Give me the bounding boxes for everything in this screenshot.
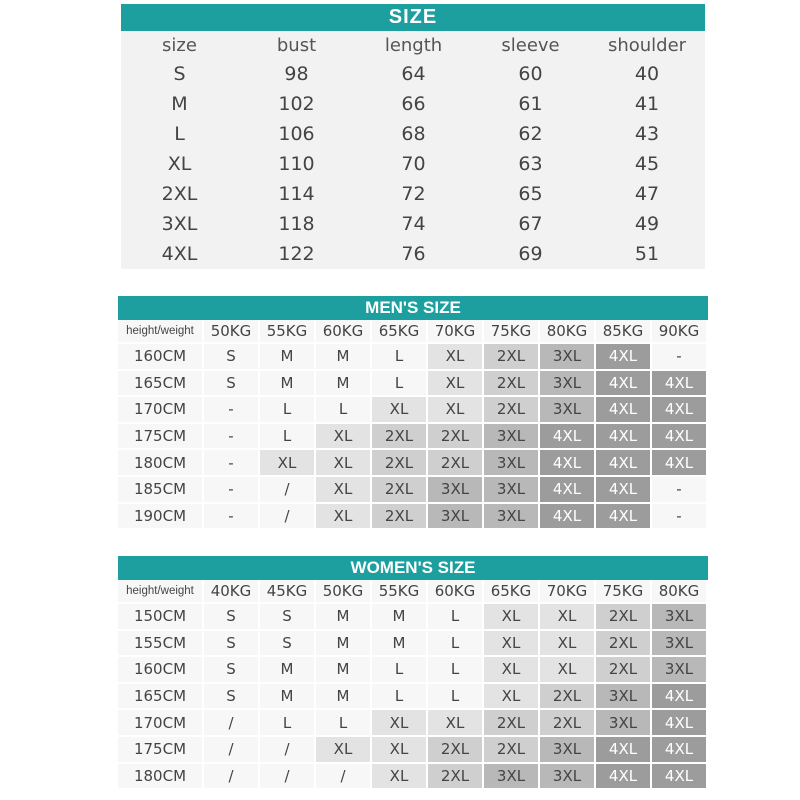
size-recommendation-cell: 2XL [428, 764, 484, 791]
size-recommendation-cell: 2XL [596, 631, 652, 658]
size-recommendation-cell: 4XL [540, 424, 596, 451]
height-label-cell: 175CM [118, 737, 204, 764]
weight-header-cell: 75KG [596, 580, 652, 604]
size-recommendation-cell: 3XL [540, 397, 596, 424]
weight-header-cell: 65KG [372, 320, 428, 344]
size-recommendation-cell: M [316, 684, 372, 711]
size-value-cell: 41 [589, 89, 705, 119]
size-value-cell: 60 [472, 59, 589, 89]
size-recommendation-cell: S [204, 604, 260, 631]
weight-header-cell: 50KG [204, 320, 260, 344]
weight-header-cell: 80KG [540, 320, 596, 344]
size-value-cell: 69 [472, 239, 589, 269]
height-label-cell: 160CM [118, 344, 204, 371]
size-value-cell: 2XL [121, 179, 238, 209]
size-recommendation-cell: S [260, 631, 316, 658]
size-recommendation-cell: - [652, 504, 708, 531]
size-chart [121, 4, 705, 269]
size-recommendation-cell: XL [316, 504, 372, 531]
weight-header-cell: 65KG [484, 580, 540, 604]
size-recommendation-cell: M [316, 604, 372, 631]
size-recommendation-cell: 3XL [652, 657, 708, 684]
size-recommendation-cell: M [372, 604, 428, 631]
weight-header-cell: 90KG [652, 320, 708, 344]
size-recommendation-cell: 2XL [596, 657, 652, 684]
size-recommendation-cell: 3XL [484, 424, 540, 451]
weight-header-cell: 70KG [540, 580, 596, 604]
size-value-cell: 49 [589, 209, 705, 239]
size-recommendation-cell: 4XL [652, 450, 708, 477]
size-recommendation-cell: M [316, 344, 372, 371]
size-recommendation-cell: XL [540, 631, 596, 658]
size-recommendation-cell: XL [316, 450, 372, 477]
size-recommendation-cell: S [204, 657, 260, 684]
size-recommendation-cell: L [260, 397, 316, 424]
size-recommendation-cell: 2XL [484, 397, 540, 424]
size-recommendation-cell: 4XL [596, 424, 652, 451]
size-recommendation-cell: - [204, 504, 260, 531]
height-weight-header: height/weight [118, 320, 204, 344]
size-value-cell: 64 [355, 59, 472, 89]
mens-size-grid [118, 320, 708, 530]
size-recommendation-cell: - [204, 424, 260, 451]
size-recommendation-cell: 4XL [596, 477, 652, 504]
size-recommendation-cell: L [428, 657, 484, 684]
size-recommendation-cell: S [260, 604, 316, 631]
height-weight-header: height/weight [118, 580, 204, 604]
size-recommendation-cell: XL [316, 424, 372, 451]
size-recommendation-cell: XL [372, 737, 428, 764]
size-recommendation-cell: 4XL [652, 371, 708, 398]
size-recommendation-cell: L [260, 424, 316, 451]
size-recommendation-cell: 2XL [484, 344, 540, 371]
size-recommendation-cell: - [204, 477, 260, 504]
size-recommendation-cell: L [372, 657, 428, 684]
size-recommendation-cell: XL [372, 764, 428, 791]
height-label-cell: 190CM [118, 504, 204, 531]
size-recommendation-cell: L [428, 604, 484, 631]
height-label-cell: 170CM [118, 397, 204, 424]
size-value-cell: 47 [589, 179, 705, 209]
size-header-cell: bust [238, 31, 355, 59]
weight-header-cell: 50KG [316, 580, 372, 604]
size-recommendation-cell: S [204, 344, 260, 371]
size-value-cell: 98 [238, 59, 355, 89]
size-recommendation-cell: 4XL [652, 737, 708, 764]
height-label-cell: 180CM [118, 450, 204, 477]
size-recommendation-cell: 2XL [540, 684, 596, 711]
size-recommendation-cell: 3XL [596, 710, 652, 737]
size-recommendation-cell: / [260, 477, 316, 504]
size-recommendation-cell: 4XL [652, 397, 708, 424]
size-value-cell: 74 [355, 209, 472, 239]
size-value-cell: 45 [589, 149, 705, 179]
size-recommendation-cell: XL [484, 604, 540, 631]
size-recommendation-cell: 3XL [484, 450, 540, 477]
size-recommendation-cell: 4XL [540, 477, 596, 504]
size-recommendation-cell: M [260, 371, 316, 398]
size-recommendation-cell: 3XL [540, 737, 596, 764]
size-recommendation-cell: 4XL [540, 504, 596, 531]
size-recommendation-cell: 3XL [652, 604, 708, 631]
size-value-cell: 4XL [121, 239, 238, 269]
size-value-cell: 70 [355, 149, 472, 179]
size-recommendation-cell: L [260, 710, 316, 737]
size-chart-title: SIZE [121, 4, 705, 31]
size-recommendation-cell: M [316, 371, 372, 398]
size-recommendation-cell: 4XL [596, 344, 652, 371]
size-recommendation-cell: 2XL [484, 710, 540, 737]
size-recommendation-cell: 4XL [596, 764, 652, 791]
size-recommendation-cell: XL [428, 344, 484, 371]
size-recommendation-cell: M [260, 344, 316, 371]
size-recommendation-cell: 3XL [540, 764, 596, 791]
size-recommendation-cell: S [204, 684, 260, 711]
size-value-cell: 51 [589, 239, 705, 269]
size-recommendation-cell: 3XL [540, 344, 596, 371]
size-recommendation-cell: 4XL [652, 684, 708, 711]
size-recommendation-cell: 4XL [596, 504, 652, 531]
size-recommendation-cell: 2XL [484, 737, 540, 764]
size-recommendation-cell: M [316, 657, 372, 684]
size-recommendation-cell: 4XL [596, 737, 652, 764]
size-recommendation-cell: M [260, 657, 316, 684]
size-recommendation-cell: XL [316, 477, 372, 504]
size-recommendation-cell: 2XL [372, 477, 428, 504]
size-recommendation-cell: 4XL [540, 450, 596, 477]
size-recommendation-cell: 4XL [652, 424, 708, 451]
weight-header-cell: 55KG [260, 320, 316, 344]
size-recommendation-cell: 2XL [540, 710, 596, 737]
size-recommendation-cell: L [372, 371, 428, 398]
size-recommendation-cell: XL [316, 737, 372, 764]
weight-header-cell: 80KG [652, 580, 708, 604]
height-label-cell: 165CM [118, 684, 204, 711]
size-recommendation-cell: XL [484, 684, 540, 711]
size-value-cell: XL [121, 149, 238, 179]
size-recommendation-cell: M [316, 631, 372, 658]
size-header-cell: sleeve [472, 31, 589, 59]
size-value-cell: 61 [472, 89, 589, 119]
size-value-cell: S [121, 59, 238, 89]
height-label-cell: 170CM [118, 710, 204, 737]
size-recommendation-cell: / [260, 737, 316, 764]
size-recommendation-cell: 2XL [372, 504, 428, 531]
size-value-cell: 68 [355, 119, 472, 149]
size-value-cell: 114 [238, 179, 355, 209]
size-value-cell: 66 [355, 89, 472, 119]
size-recommendation-cell: L [372, 684, 428, 711]
size-recommendation-cell: XL [372, 397, 428, 424]
size-value-cell: L [121, 119, 238, 149]
height-label-cell: 175CM [118, 424, 204, 451]
size-value-cell: 63 [472, 149, 589, 179]
size-recommendation-cell: / [204, 710, 260, 737]
size-recommendation-cell: / [316, 764, 372, 791]
height-label-cell: 155CM [118, 631, 204, 658]
size-recommendation-cell: L [372, 344, 428, 371]
weight-header-cell: 45KG [260, 580, 316, 604]
size-value-cell: 62 [472, 119, 589, 149]
size-recommendation-cell: 2XL [484, 371, 540, 398]
weight-header-cell: 40KG [204, 580, 260, 604]
size-recommendation-cell: 2XL [428, 424, 484, 451]
size-recommendation-cell: / [260, 764, 316, 791]
size-recommendation-cell: / [260, 504, 316, 531]
size-recommendation-cell: - [652, 344, 708, 371]
size-value-cell: 76 [355, 239, 472, 269]
size-recommendation-cell: 3XL [428, 477, 484, 504]
size-value-cell: 67 [472, 209, 589, 239]
size-recommendation-cell: XL [260, 450, 316, 477]
size-recommendation-cell: XL [428, 371, 484, 398]
weight-header-cell: 70KG [428, 320, 484, 344]
size-value-cell: M [121, 89, 238, 119]
weight-header-cell: 85KG [596, 320, 652, 344]
size-recommendation-cell: XL [428, 397, 484, 424]
size-recommendation-cell: 3XL [596, 684, 652, 711]
size-value-cell: 102 [238, 89, 355, 119]
size-recommendation-cell: 4XL [596, 397, 652, 424]
size-value-cell: 122 [238, 239, 355, 269]
size-value-cell: 40 [589, 59, 705, 89]
weight-header-cell: 75KG [484, 320, 540, 344]
size-recommendation-cell: 4XL [596, 450, 652, 477]
size-recommendation-cell: 2XL [596, 604, 652, 631]
size-recommendation-cell: L [316, 397, 372, 424]
womens-size-chart [118, 556, 708, 790]
size-recommendation-cell: XL [372, 710, 428, 737]
size-recommendation-cell: L [428, 684, 484, 711]
size-recommendation-cell: 2XL [428, 450, 484, 477]
size-recommendation-cell: XL [540, 604, 596, 631]
size-recommendation-cell: XL [428, 710, 484, 737]
size-recommendation-cell: 3XL [428, 504, 484, 531]
size-recommendation-cell: L [428, 631, 484, 658]
weight-header-cell: 60KG [316, 320, 372, 344]
height-label-cell: 150CM [118, 604, 204, 631]
size-recommendation-cell: XL [540, 657, 596, 684]
size-recommendation-cell: S [204, 631, 260, 658]
size-recommendation-cell: - [204, 397, 260, 424]
womens-size-title: WOMEN'S SIZE [118, 556, 708, 580]
size-value-cell: 65 [472, 179, 589, 209]
size-recommendation-cell: 3XL [652, 631, 708, 658]
height-label-cell: 185CM [118, 477, 204, 504]
size-recommendation-cell: M [260, 684, 316, 711]
size-recommendation-cell: / [204, 764, 260, 791]
size-recommendation-cell: / [204, 737, 260, 764]
height-label-cell: 160CM [118, 657, 204, 684]
size-value-cell: 3XL [121, 209, 238, 239]
size-value-cell: 106 [238, 119, 355, 149]
size-value-cell: 43 [589, 119, 705, 149]
size-recommendation-cell: - [204, 450, 260, 477]
height-label-cell: 165CM [118, 371, 204, 398]
size-recommendation-cell: 4XL [652, 710, 708, 737]
size-recommendation-cell: - [652, 477, 708, 504]
size-recommendation-cell: 4XL [596, 371, 652, 398]
size-recommendation-cell: XL [484, 631, 540, 658]
size-recommendation-cell: 2XL [428, 737, 484, 764]
womens-size-grid [118, 580, 708, 790]
size-chart-grid [121, 31, 705, 269]
size-recommendation-cell: 3XL [484, 504, 540, 531]
size-recommendation-cell: 3XL [540, 371, 596, 398]
size-recommendation-cell: 2XL [372, 450, 428, 477]
size-recommendation-cell: L [316, 710, 372, 737]
size-recommendation-cell: 2XL [372, 424, 428, 451]
size-recommendation-cell: 4XL [652, 764, 708, 791]
mens-size-chart [118, 296, 708, 530]
height-label-cell: 180CM [118, 764, 204, 791]
size-value-cell: 72 [355, 179, 472, 209]
size-header-cell: length [355, 31, 472, 59]
size-recommendation-cell: 3XL [484, 764, 540, 791]
size-recommendation-cell: M [372, 631, 428, 658]
size-header-cell: shoulder [589, 31, 705, 59]
size-value-cell: 110 [238, 149, 355, 179]
weight-header-cell: 55KG [372, 580, 428, 604]
mens-size-title: MEN'S SIZE [118, 296, 708, 320]
size-recommendation-cell: XL [484, 657, 540, 684]
size-recommendation-cell: S [204, 371, 260, 398]
size-recommendation-cell: 3XL [484, 477, 540, 504]
size-value-cell: 118 [238, 209, 355, 239]
size-header-cell: size [121, 31, 238, 59]
weight-header-cell: 60KG [428, 580, 484, 604]
